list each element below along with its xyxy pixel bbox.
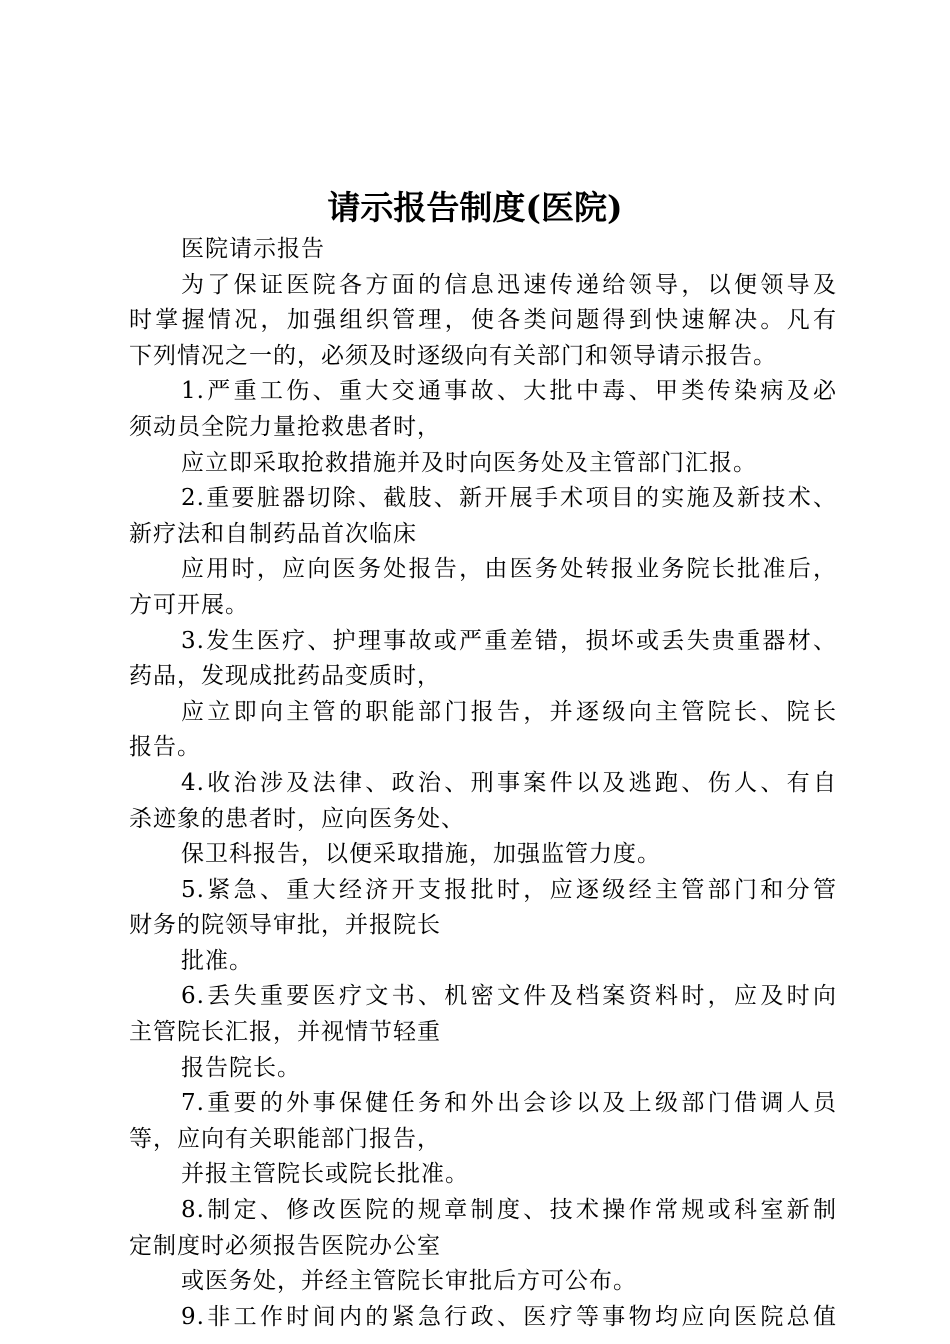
text-line: 为了保证医院各方面的信息迅速传递给领导，以便领导及 (181, 271, 837, 298)
text-line: 应立即采取抢救措施并及时向医务处及主管部门汇报。 (181, 449, 757, 476)
text-line: 3.发生医疗、护理事故或严重差错，损坏或丢失贵重器材、 (181, 627, 837, 654)
text-line: 主管院长汇报，并视情节轻重 (129, 1019, 441, 1046)
text-line: 财务的院领导审批，并报院长 (129, 912, 441, 939)
text-line: 7.重要的外事保健任务和外出会诊以及上级部门借调人员 (181, 1090, 837, 1117)
text-line: 或医务处，并经主管院长审批后方可公布。 (181, 1268, 637, 1295)
text-line: 时掌握情况，加强组织管理，使各类问题得到快速解决。凡有 (129, 307, 837, 334)
text-line: 杀迹象的患者时，应向医务处、 (129, 805, 465, 832)
text-line: 医院请示报告 (181, 236, 325, 262)
text-line: 4.收治涉及法律、政治、刑事案件以及逃跑、伤人、有自 (181, 769, 837, 796)
text-line: 并报主管院长或院长批准。 (181, 1161, 469, 1188)
text-line: 9.非工作时间内的紧急行政、医疗等事物均应向医院总值 (181, 1303, 837, 1330)
document-title: 请示报告制度(医院) (327, 188, 623, 227)
text-line: 报告。 (129, 734, 201, 761)
text-line: 应用时，应向医务处报告，由医务处转报业务院长批准后， (181, 556, 837, 583)
text-line: 报告院长。 (181, 1054, 301, 1081)
text-line: 定制度时必须报告医院办公室 (129, 1232, 441, 1259)
text-line: 药品，发现成批药品变质时， (129, 663, 441, 690)
text-line: 下列情况之一的，必须及时逐级向有关部门和领导请示报告。 (129, 342, 777, 369)
text-line: 等，应向有关职能部门报告， (129, 1125, 441, 1152)
text-line: 6.丢失重要医疗文书、机密文件及档案资料时，应及时向 (181, 983, 837, 1010)
text-line: 新疗法和自制药品首次临床 (129, 520, 417, 547)
document-body (129, 232, 837, 1335)
text-line: 批准。 (181, 947, 253, 974)
text-line: 应立即向主管的职能部门报告，并逐级向主管院长、院长 (181, 698, 837, 725)
text-line: 5.紧急、重大经济开支报批时，应逐级经主管部门和分管 (181, 876, 837, 903)
text-line: 保卫科报告，以便采取措施，加强监管力度。 (181, 841, 661, 868)
text-line: 须动员全院力量抢救患者时， (129, 413, 441, 440)
text-line: 方可开展。 (129, 591, 249, 618)
text-line: 1.严重工伤、重大交通事故、大批中毒、甲类传染病及必 (181, 378, 837, 405)
text-line: 2.重要脏器切除、截肢、新开展手术项目的实施及新技术、 (181, 485, 837, 512)
text-line: 8.制定、修改医院的规章制度、技术操作常规或科室新制 (181, 1197, 837, 1224)
